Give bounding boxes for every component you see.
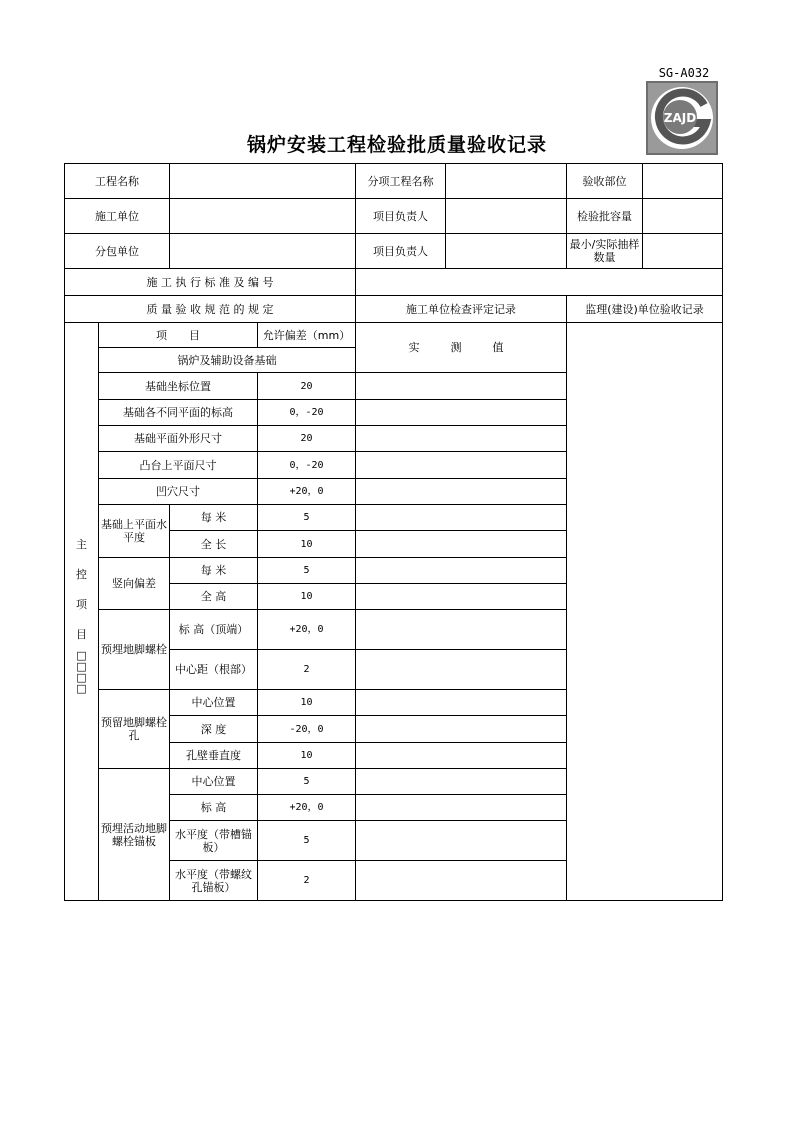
row-label: 孔壁垂直度 — [170, 743, 258, 769]
measured-cell[interactable] — [356, 373, 567, 400]
value-sub-project[interactable] — [446, 164, 567, 199]
measured-cell[interactable] — [356, 690, 567, 716]
value-standard[interactable] — [356, 269, 723, 296]
row-tolerance: +20，0 — [258, 795, 356, 821]
measured-cell[interactable] — [356, 479, 567, 505]
row-label: 每 米 — [170, 558, 258, 584]
label-sub-project: 分项工程名称 — [356, 164, 446, 199]
inspection-table — [64, 163, 723, 901]
row-tolerance: 5 — [258, 558, 356, 584]
measured-cell[interactable] — [356, 558, 567, 584]
row-tolerance: 2 — [258, 861, 356, 901]
group-foundation: 锅炉及辅助设备基础 — [99, 348, 356, 373]
group-label-bolt: 预埋地脚螺栓 — [99, 610, 170, 690]
group-label-hole: 预留地脚螺栓孔 — [99, 690, 170, 769]
row-label: 每 米 — [170, 505, 258, 531]
measured-cell[interactable] — [356, 769, 567, 795]
measured-cell[interactable] — [356, 650, 567, 690]
row-label: 中心距（根部） — [170, 650, 258, 690]
measured-cell[interactable] — [356, 795, 567, 821]
value-project-name[interactable] — [170, 164, 356, 199]
label-construction-unit: 施工单位 — [65, 199, 170, 234]
row-tolerance: 5 — [258, 505, 356, 531]
row-label: 基础各不同平面的标高 — [99, 400, 258, 426]
row-label: 基础坐标位置 — [99, 373, 258, 400]
value-construction-unit[interactable] — [170, 199, 356, 234]
label-accept-part: 验收部位 — [567, 164, 643, 199]
label-construction-record: 施工单位检查评定记录 — [356, 296, 567, 323]
measured-cell[interactable] — [356, 743, 567, 769]
row-label: 深 度 — [170, 716, 258, 743]
row-label: 凸台上平面尺寸 — [99, 452, 258, 479]
row-label: 基础平面外形尺寸 — [99, 426, 258, 452]
row-tolerance: 0，-20 — [258, 452, 356, 479]
row-tolerance: 20 — [258, 373, 356, 400]
row-tolerance: 10 — [258, 584, 356, 610]
form-code: SG-A032 — [658, 66, 710, 80]
row-tolerance: 20 — [258, 426, 356, 452]
group-label-vertical: 竖向偏差 — [99, 558, 170, 610]
row-label: 水平度（带螺纹孔锚板） — [170, 861, 258, 901]
label-pm-1: 项目负责人 — [356, 199, 446, 234]
measured-cell[interactable] — [356, 452, 567, 479]
value-accept-part[interactable] — [643, 164, 723, 199]
row-label: 全 长 — [170, 531, 258, 558]
row-tolerance: 5 — [258, 769, 356, 795]
item-header: 项 目 — [99, 323, 258, 348]
value-pm-1[interactable] — [446, 199, 567, 234]
measured-cell[interactable] — [356, 610, 567, 650]
tolerance-header: 允许偏差（mm） — [258, 323, 356, 348]
row-tolerance: 10 — [258, 531, 356, 558]
label-spec: 质 量 验 收 规 范 的 规 定 — [65, 296, 356, 323]
label-pm-2: 项目负责人 — [356, 234, 446, 269]
measured-cell[interactable] — [356, 426, 567, 452]
measured-cell[interactable] — [356, 505, 567, 531]
row-tolerance: 10 — [258, 743, 356, 769]
measured-cell[interactable] — [356, 821, 567, 861]
row-label: 中心位置 — [170, 690, 258, 716]
measured-cell[interactable] — [356, 584, 567, 610]
row-label: 全 高 — [170, 584, 258, 610]
measured-header: 实 测 值 — [356, 323, 567, 373]
svg-text:ZAJD: ZAJD — [663, 111, 697, 125]
label-sample-qty: 最小/实际抽样数量 — [567, 234, 643, 269]
row-label: 标 高（顶端） — [170, 610, 258, 650]
row-tolerance: 10 — [258, 690, 356, 716]
row-tolerance: -20，0 — [258, 716, 356, 743]
measured-cell[interactable] — [356, 531, 567, 558]
row-tolerance: 0，-20 — [258, 400, 356, 426]
measured-cell[interactable] — [356, 861, 567, 901]
row-label: 中心位置 — [170, 769, 258, 795]
group-label-level: 基础上平面水平度 — [99, 505, 170, 558]
value-batch-capacity[interactable] — [643, 199, 723, 234]
measured-cell[interactable] — [356, 716, 567, 743]
value-subcontract-unit[interactable] — [170, 234, 356, 269]
row-tolerance: +20，0 — [258, 479, 356, 505]
label-standard: 施 工 执 行 标 准 及 编 号 — [65, 269, 356, 296]
label-supervision-record: 监理(建设)单位验收记录 — [567, 296, 723, 323]
row-tolerance: 2 — [258, 650, 356, 690]
row-tolerance: +20，0 — [258, 610, 356, 650]
value-pm-2[interactable] — [446, 234, 567, 269]
label-project-name: 工程名称 — [65, 164, 170, 199]
row-tolerance: 5 — [258, 821, 356, 861]
value-sample-qty[interactable] — [643, 234, 723, 269]
main-supervision-cell[interactable] — [567, 323, 723, 901]
label-batch-capacity: 检验批容量 — [567, 199, 643, 234]
row-label: 水平度（带槽锚板） — [170, 821, 258, 861]
label-subcontract-unit: 分包单位 — [65, 234, 170, 269]
row-label: 标 高 — [170, 795, 258, 821]
measured-cell[interactable] — [356, 400, 567, 426]
main-control-side-label: 主 控 项 目 □ □ □ □ — [65, 323, 99, 901]
group-label-anchor: 预埋活动地脚螺栓锚板 — [99, 769, 170, 901]
row-label: 凹穴尺寸 — [99, 479, 258, 505]
page-title: 锅炉安装工程检验批质量验收记录 — [246, 134, 547, 156]
